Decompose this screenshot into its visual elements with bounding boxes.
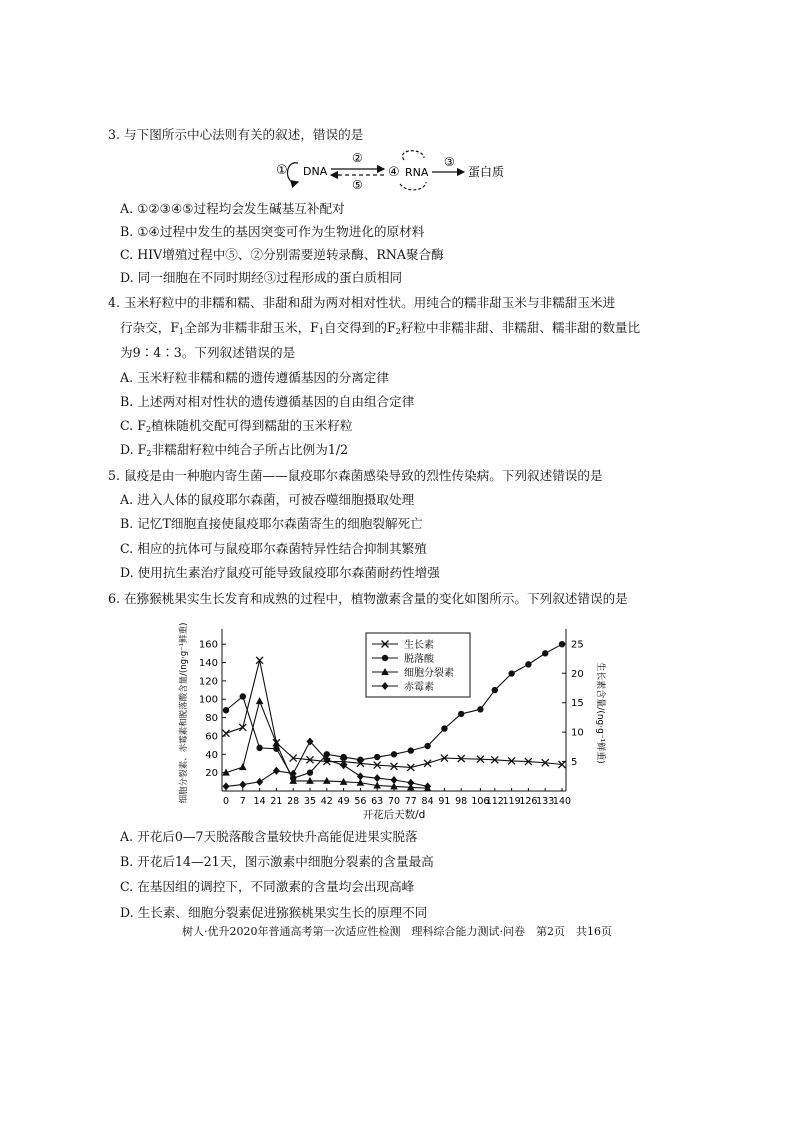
data-point — [357, 757, 363, 763]
data-point — [424, 760, 431, 767]
x-tick-label: 14 — [253, 796, 266, 807]
q3-option-d: D. 同一细胞在不同时期经③过程形成的蛋白质相同 — [120, 270, 403, 285]
q3-stem: 3. 与下图所示中心法则有关的叙述，错误的是 — [108, 127, 364, 142]
q5-option-c: C. 相应的抗体可与鼠疫耶尔森菌特异性结合抑制其繁殖 — [120, 541, 427, 556]
y-tick-label-left: 140 — [198, 658, 218, 670]
x-tick-label: 106 — [471, 796, 490, 807]
data-point — [307, 769, 313, 775]
diagram-label-4: ④ — [388, 165, 400, 180]
x-tick-label: 133 — [536, 796, 555, 807]
diagram-label-3: ③ — [444, 155, 455, 169]
replication-arrow — [288, 163, 299, 183]
y-tick-label-right: 25 — [571, 639, 584, 651]
legend-label: 生长素 — [404, 640, 434, 651]
data-point — [223, 707, 229, 713]
y-tick-label-left: 40 — [205, 749, 218, 761]
x-tick-label: 84 — [421, 796, 434, 807]
y-tick-label-left: 80 — [205, 713, 218, 725]
q4-option-b: B. 上述两对相对性状的遗传遵循基因的自由组合定律 — [120, 394, 415, 409]
x-tick-label: 112 — [485, 796, 504, 807]
data-point — [256, 745, 262, 751]
data-point — [407, 779, 414, 787]
q5-option-d: D. 使用抗生素治疗鼠疫可能导致鼠疫耶尔森菌耐药性增强 — [120, 565, 440, 580]
data-point — [391, 751, 397, 757]
diagram-dna: DNA — [303, 165, 328, 178]
x-tick-label: 35 — [303, 796, 317, 807]
data-point — [441, 725, 447, 731]
series-triangle — [222, 697, 431, 791]
data-point — [559, 641, 565, 647]
data-point — [256, 697, 264, 704]
y-tick-label-right: 10 — [571, 727, 584, 739]
x-tick-label: 126 — [519, 796, 538, 807]
data-point — [340, 754, 346, 760]
y-tick-label-left: 100 — [198, 694, 218, 706]
data-point — [408, 747, 414, 753]
diagram-label-2: ② — [352, 151, 363, 165]
data-point — [273, 767, 280, 775]
data-point — [374, 754, 380, 760]
q6-stem: 6. 在猕猴桃果实生长发育和成熟的过程中，植物激素含量的变化如图所示。下列叙述错误的是 — [108, 591, 628, 606]
q4-stem-line2: 行杂交，$F_1$全部为非糯非甜玉米，$F_1$自交得到的$F_2$籽粒中非糯非甜、非糯甜、糯非甜的数量比 — [120, 320, 641, 336]
x-tick-label: 7 — [239, 796, 246, 807]
diagram-protein: 蛋白质 — [468, 165, 505, 179]
data-point — [542, 650, 548, 656]
data-point — [525, 661, 531, 667]
x-tick-label: 56 — [354, 796, 367, 807]
y-tick-label-left: 60 — [205, 731, 218, 743]
central-dogma-diagram — [276, 150, 516, 192]
data-point — [492, 687, 498, 693]
x-axis-label: 开花后天数/d — [362, 809, 426, 821]
q4-option-a: A. 玉米籽粒非糯和糯的遗传遵循基因的分离定律 — [120, 370, 389, 385]
chart-legend — [366, 633, 470, 697]
q4-stem-line1: 4. 玉米籽粒中的非糯和糯、非甜和甜为两对相对性状。用纯合的糯非甜玉米与非糯甜玉米进 — [108, 295, 616, 310]
data-point — [391, 776, 398, 784]
y-tick-label-left: 160 — [198, 639, 218, 651]
x-tick-label: 119 — [502, 796, 521, 807]
q3-option-a: A. ①②③④⑤过程均会发生碱基互补配对 — [120, 201, 345, 216]
q6-option-d: D. 生长素、细胞分裂素促进猕猴桃果实生长的原理不同 — [120, 905, 428, 920]
data-point — [374, 774, 381, 782]
x-tick-label: 70 — [387, 796, 401, 807]
q6-option-b: B. 开花后14—21天，图示激素中细胞分裂素的含量最高 — [120, 854, 434, 869]
q5-option-b: B. 记忆T细胞直接使鼠疫耶尔森菌寄生的细胞裂解死亡 — [120, 516, 423, 531]
x-tick-label: 0 — [222, 796, 230, 807]
y-tick-label-right: 20 — [571, 668, 584, 680]
q3-option-b: B. ①④过程中发生的基因突变可作为生物进化的原材料 — [120, 224, 425, 239]
data-point — [508, 670, 514, 676]
x-tick-label: 91 — [438, 796, 451, 807]
x-tick-label: 21 — [270, 796, 283, 807]
legend-label: 细胞分裂素 — [404, 668, 454, 679]
x-tick-label: 28 — [287, 796, 300, 807]
y-axis-label-right: 生长素含量/(ng·g⁻¹鲜重) — [595, 662, 605, 764]
y-tick-label-right: 5 — [571, 757, 578, 769]
data-point — [357, 772, 364, 780]
q6-option-a: A. 开花后0—7天脱落酸含量较快升高能促进果实脱落 — [120, 829, 418, 844]
x-tick-label: 77 — [404, 796, 417, 807]
q5-stem: 5. 鼠疫是由一种胞内寄生菌——鼠疫耶尔森菌感染导致的烈性传染病。下列叙述错误的是 — [108, 468, 603, 483]
q5-option-a: A. 进入人体的鼠疫耶尔森菌，可被吞噬细胞摄取处理 — [120, 492, 415, 507]
legend-label: 赤霉素 — [404, 682, 434, 693]
data-point — [340, 761, 347, 769]
x-tick-label: 98 — [455, 796, 468, 807]
data-point — [240, 693, 246, 699]
y-tick-label-left: 120 — [198, 676, 218, 688]
data-point — [424, 743, 430, 749]
q4-option-c: C. $F_2$植株随机交配可得到糯甜的玉米籽粒 — [120, 418, 353, 434]
data-point — [239, 781, 246, 789]
data-point — [382, 655, 388, 661]
x-tick-label: 140 — [552, 796, 572, 807]
data-point — [223, 782, 230, 790]
y-tick-label-right: 15 — [571, 698, 584, 710]
page-footer: 树人·优升2020年普通高考第一次适应性检测 理科综合能力测试·问卷 第2页 共16页 — [182, 925, 612, 938]
data-point — [239, 724, 246, 731]
y-tick-label-left: 20 — [205, 768, 218, 780]
q4-option-d: D. $F_2$非糯甜籽粒中纯合子所占比例为1/2 — [120, 442, 349, 458]
x-tick-label: 49 — [337, 796, 350, 807]
hormone-chart — [170, 615, 610, 825]
q6-option-c: C. 在基因组的调控下，不同激素的含量均会出现高峰 — [120, 879, 415, 894]
diagram-label-5: ⑤ — [352, 178, 363, 192]
diagram-rna: RNA — [405, 166, 429, 179]
x-tick-label: 42 — [320, 796, 333, 807]
data-point — [239, 763, 247, 770]
q4-stem-line3: 为9∶4∶3。下列叙述错误的是 — [120, 345, 296, 360]
data-point — [477, 706, 483, 712]
legend-label: 脱落酸 — [404, 654, 434, 665]
diagram-label-1: ① — [276, 163, 288, 178]
y-axis-label-left: 细胞分裂素、赤霉素和脱落酸含量/(ng·g⁻¹鲜重) — [179, 622, 189, 804]
q3-option-c: C. HIV增殖过程中⑤、②分别需要逆转录酶、RNA聚合酶 — [120, 247, 444, 262]
data-point — [256, 778, 263, 786]
data-point — [458, 711, 464, 717]
series-line — [226, 701, 428, 788]
x-tick-label: 63 — [371, 796, 384, 807]
